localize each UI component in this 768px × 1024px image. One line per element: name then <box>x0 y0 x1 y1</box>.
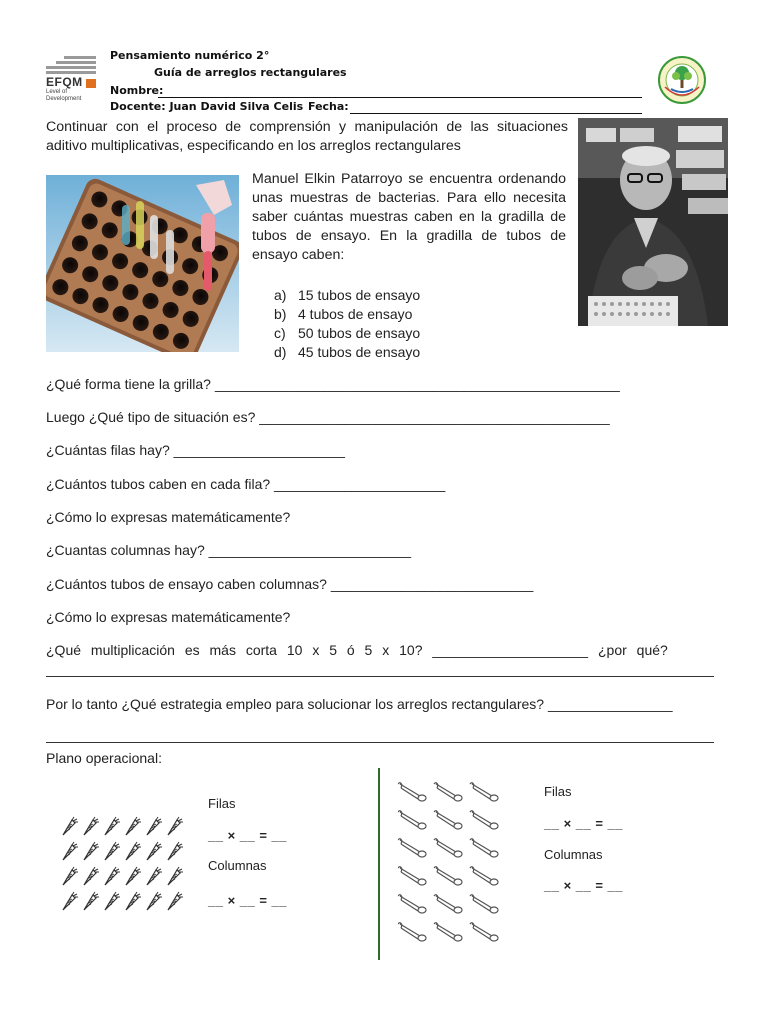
option-d[interactable]: d) 45 tubos de ensayo <box>274 344 421 360</box>
right-filas-equation[interactable]: __ × __ = __ <box>544 816 624 831</box>
question-math-expression-2: ¿Cómo lo expresas matemáticamente? <box>46 609 291 625</box>
question-tubes-per-column: ¿Cuántos tubos de ensayo caben columnas? __________________________ <box>46 576 534 592</box>
option-a[interactable]: a) 15 tubos de ensayo <box>274 287 421 303</box>
efqm-orange-square <box>86 79 96 88</box>
left-filas-label: Filas <box>208 796 236 811</box>
answer-line-1[interactable] <box>46 676 714 677</box>
school-seal-icon <box>657 55 707 105</box>
problem-text: Manuel Elkin Patarroyo se encuentra ordenando unas muestras de bacterias. Para ello necesita saber cuántas muestras caben en la gradilla de tubos de ensayo. En la gradilla de tubos de ensayo caben: <box>252 171 566 263</box>
question-grid-shape: ¿Qué forma tiene la grilla? ____________________________________________________ <box>46 376 620 392</box>
left-columnas-label: Columnas <box>208 858 267 873</box>
guide-title: Guía de arreglos rectangulares <box>154 66 347 79</box>
carrot-array <box>60 815 190 915</box>
date-label: Fecha: <box>308 100 349 113</box>
subject-title: Pensamiento numérico 2° <box>110 49 270 62</box>
question-tubes-per-row: ¿Cuántos tubos caben en cada fila? ______________________ <box>46 476 446 492</box>
name-label: Nombre: <box>110 84 164 97</box>
question-shorter-multiplication: ¿Qué multiplicación es más corta 10 x 5 ó 5 x 10? ____________________ ¿por qué? <box>46 642 668 658</box>
operational-plane-label: Plano operacional: <box>46 750 162 766</box>
option-c[interactable]: c) 50 tubos de ensayo <box>274 325 421 341</box>
left-filas-equation[interactable]: __ × __ = __ <box>208 828 288 843</box>
right-columnas-label: Columnas <box>544 847 603 862</box>
question-situation-type: Luego ¿Qué tipo de situación es? _____________________________________________ <box>46 409 610 425</box>
question-strategy: Por lo tanto ¿Qué estrategia empleo para solucionar los arreglos rectangulares? ________________ <box>46 696 673 712</box>
efqm-brand: EFQM <box>46 75 83 89</box>
intro-text: Continuar con el proceso de comprensión y manipulación de las situaciones aditivo multiplicativas, especificando en los arreglos rectangulares <box>46 119 568 154</box>
question-columns: ¿Cuantas columnas hay? __________________________ <box>46 542 412 558</box>
teacher-label: Docente: Juan David Silva Celis <box>110 100 304 113</box>
vertical-divider <box>378 768 380 960</box>
question-rows: ¿Cuántas filas hay? ______________________ <box>46 442 345 458</box>
name-line[interactable] <box>158 97 642 98</box>
scientist-portrait-image <box>578 118 728 326</box>
option-b[interactable]: b) 4 tubos de ensayo <box>274 306 413 322</box>
safety-pin-array <box>398 778 508 948</box>
right-filas-label: Filas <box>544 784 572 799</box>
efqm-logo <box>46 56 102 106</box>
answer-options <box>274 286 420 362</box>
left-columnas-equation[interactable]: __ × __ = __ <box>208 893 288 908</box>
right-columnas-equation[interactable]: __ × __ = __ <box>544 878 624 893</box>
test-tube-rack-image <box>46 175 239 352</box>
efqm-tagline-1: Level of <box>46 89 68 95</box>
efqm-tagline-2: Development <box>46 96 82 102</box>
question-math-expression-1: ¿Cómo lo expresas matemáticamente? <box>46 509 291 525</box>
date-line[interactable] <box>350 113 642 114</box>
answer-line-2[interactable] <box>46 742 714 743</box>
